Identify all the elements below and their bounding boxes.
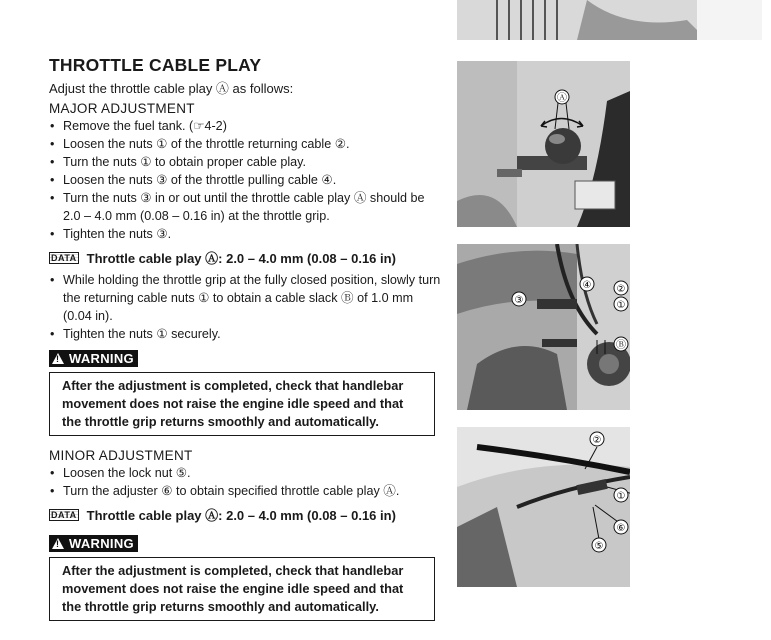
minor-warning-label-text: WARNING xyxy=(69,536,134,551)
carburetor-image xyxy=(457,244,630,410)
list-item: • Loosen the lock nut ⑤. xyxy=(49,464,441,482)
list-item: • Loosen the nuts ③ of the throttle pulling cable ④. xyxy=(49,171,441,189)
figure-carburetor xyxy=(457,244,630,410)
major-warning-label-text: WARNING xyxy=(69,351,134,366)
figure-throttle-grip xyxy=(457,61,630,227)
minor-warning-box: After the adjustment is completed, check that handlebar movement does not raise the engine idle speed and that the throttle grip returns smoothly and automatically. xyxy=(49,557,435,621)
data-icon: DATA xyxy=(51,509,77,520)
top-photo-fragment xyxy=(457,0,762,40)
callout-1: ① xyxy=(616,491,626,502)
callout-4: ④ xyxy=(582,280,592,291)
callout-3: ③ xyxy=(514,295,524,306)
major-adjustment-heading: MAJOR ADJUSTMENT xyxy=(49,101,195,116)
minor-warning-label xyxy=(49,535,138,552)
callout-5: ⑤ xyxy=(594,541,604,552)
callout-b: Ⓑ xyxy=(616,340,626,351)
major-steps-list-2 xyxy=(49,271,441,343)
callout-2: ② xyxy=(592,435,602,446)
page-title: THROTTLE CABLE PLAY xyxy=(49,55,262,75)
list-item: • Tighten the nuts ③. xyxy=(49,225,441,243)
list-item: • Remove the fuel tank. (☞4-2) xyxy=(49,117,441,135)
major-warning-label xyxy=(49,350,138,367)
list-item: • Turn the adjuster ⑥ to obtain specified throttle cable play Ⓐ. xyxy=(49,482,441,500)
callout-6: ⑥ xyxy=(616,523,626,534)
adjuster-image xyxy=(457,427,630,587)
minor-adjustment-heading: MINOR ADJUSTMENT xyxy=(49,448,193,463)
engine-fragment-image xyxy=(457,0,762,40)
instruction-column xyxy=(49,55,441,621)
warning-icon xyxy=(52,353,64,364)
major-spec xyxy=(49,248,441,267)
list-item: • Tighten the nuts ① securely. xyxy=(49,325,441,343)
data-icon: DATA xyxy=(51,252,77,263)
list-item: • Turn the nuts ③ in or out until the throttle cable play Ⓐ should be 2.0 – 4.0 mm (0.08 – 0.16 in) at the throttle grip. xyxy=(49,189,441,225)
intro-text: Adjust the throttle cable play Ⓐ as follows: xyxy=(49,81,294,96)
callout-2-offscreen: ② xyxy=(616,284,626,295)
list-item: • While holding the throttle grip at the fully closed position, slowly turn the returning cable nuts ① to obtain a cable slack Ⓑ of 1.0 mm (0.04 in). xyxy=(49,271,441,325)
major-steps-list xyxy=(49,117,441,243)
minor-spec xyxy=(49,505,441,524)
warning-icon xyxy=(52,538,64,549)
list-item: • Turn the nuts ① to obtain proper cable play. xyxy=(49,153,441,171)
figure-adjuster xyxy=(457,427,630,587)
list-item: • Loosen the nuts ① of the throttle returning cable ②. xyxy=(49,135,441,153)
major-warning-box: After the adjustment is completed, check that handlebar movement does not raise the engine idle speed and that the throttle grip returns smoothly and automatically. xyxy=(49,372,435,436)
minor-spec-text: Throttle cable play Ⓐ: 2.0 – 4.0 mm (0.08 – 0.16 in) xyxy=(86,508,396,523)
callout-a: Ⓐ xyxy=(557,93,567,104)
minor-steps-list xyxy=(49,464,441,500)
throttle-grip-image xyxy=(457,61,630,227)
major-spec-text: Throttle cable play Ⓐ: 2.0 – 4.0 mm (0.08 – 0.16 in) xyxy=(86,251,396,266)
callout-1: ① xyxy=(616,300,626,311)
